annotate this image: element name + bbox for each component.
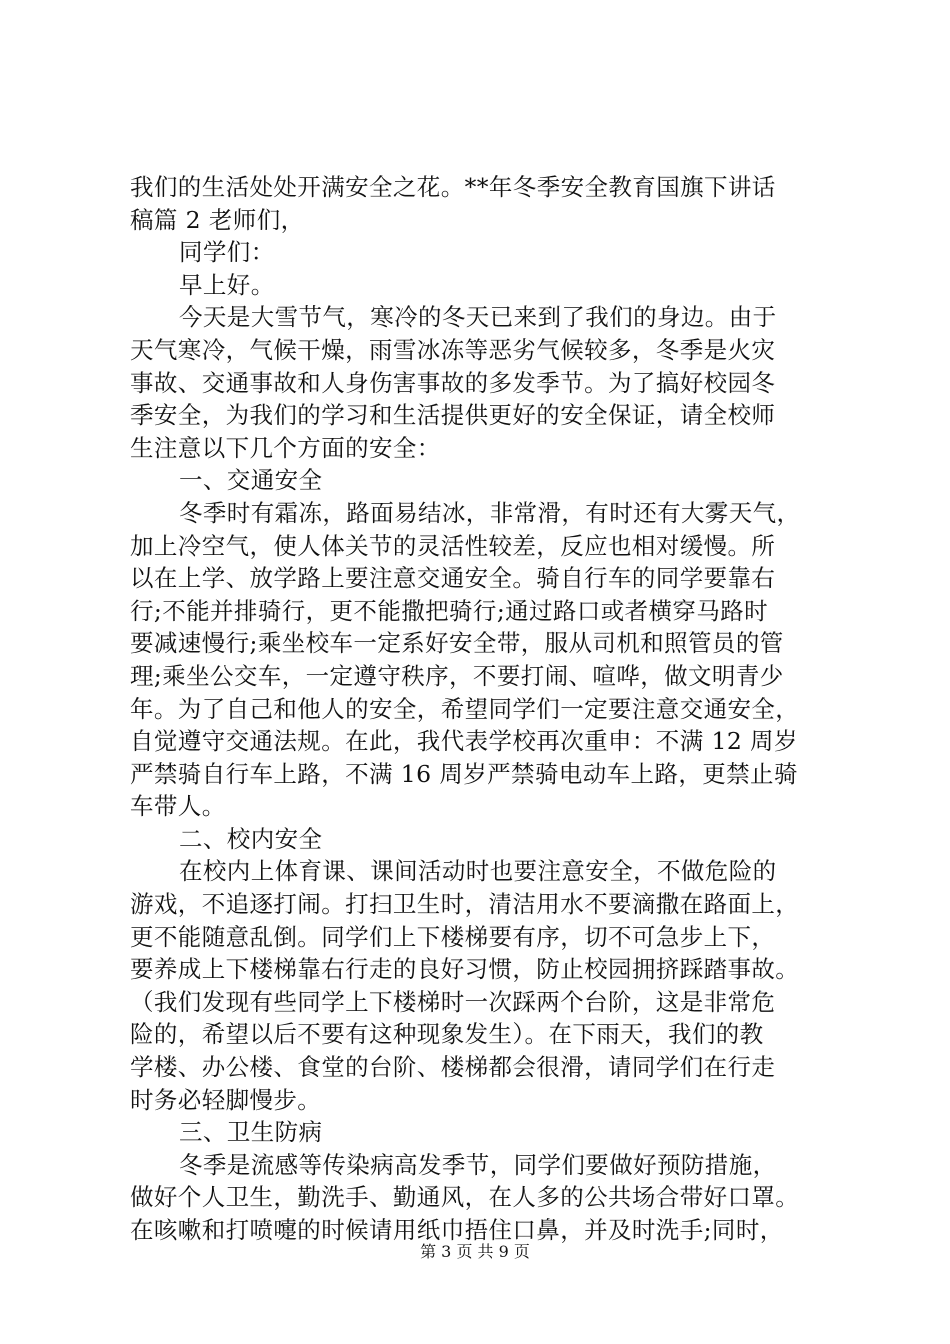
text-line: 严禁骑自行车上路，不满 16 周岁严禁骑电动车上路，更禁止骑 bbox=[130, 759, 798, 788]
text-line: 天气寒冷，气候干燥，雨雪冰冻等恶劣气候较多，冬季是火灾 bbox=[130, 335, 776, 364]
text-line: 理;乘坐公交车，一定遵守秩序，不要打闹、喧哗，做文明青少 bbox=[130, 661, 784, 690]
text-line: 车带人。 bbox=[130, 792, 226, 821]
text-line: 时务必轻脚慢步。 bbox=[130, 1085, 322, 1114]
text-line: 今天是大雪节气，寒冷的冬天已来到了我们的身边。由于 bbox=[179, 303, 777, 332]
text-line: 稿篇 2 老师们， bbox=[130, 205, 305, 234]
text-line: （我们发现有些同学上下楼梯时一次踩两个台阶，这是非常危 bbox=[130, 987, 776, 1016]
section-heading-campus: 二、校内安全 bbox=[179, 824, 323, 853]
text-line: 以在上学、放学路上要注意交通安全。骑自行车的同学要靠右 bbox=[130, 564, 776, 593]
section-heading-health: 三、卫生防病 bbox=[179, 1118, 323, 1147]
text-line: 要减速慢行;乘坐校车一定系好安全带，服从司机和照管员的管 bbox=[130, 629, 784, 658]
text-line: 季安全，为我们的学习和生活提供更好的安全保证，请全校师 bbox=[130, 401, 776, 430]
text-line: 要养成上下楼梯靠右行走的良好习惯，防止校园拥挤踩踏事故。 bbox=[130, 955, 800, 984]
text-line: 冬季时有霜冻，路面易结冰，非常滑，有时还有大雾天气， bbox=[179, 498, 801, 527]
text-line: 年。为了自己和他人的安全，希望同学们一定要注意交通安全， bbox=[130, 694, 800, 723]
text-line: 生注意以下几个方面的安全： bbox=[130, 433, 441, 462]
text-line: 在咳嗽和打喷嚏的时候请用纸巾捂住口鼻，并及时洗手;同时， bbox=[130, 1216, 784, 1244]
section-heading-traffic: 一、交通安全 bbox=[179, 466, 323, 495]
text-line: 更不能随意乱倒。同学们上下楼梯要有序，切不可急步上下， bbox=[130, 922, 776, 951]
page-number-footer: 第 3 页 共 9 页 bbox=[420, 1242, 530, 1261]
text-line: 自觉遵守交通法规。在此，我代表学校再次重申：不满 12 周岁 bbox=[130, 727, 798, 756]
text-line: 冬季是流感等传染病高发季节，同学们要做好预防措施， bbox=[179, 1150, 777, 1179]
text-line: 事故、交通事故和人身伤害事故的多发季节。为了搞好校园冬 bbox=[130, 368, 776, 397]
text-line: 学楼、办公楼、食堂的台阶、楼梯都会很滑，请同学们在行走 bbox=[130, 1053, 776, 1082]
text-line: 早上好。 bbox=[179, 270, 275, 299]
text-line: 游戏，不追逐打闹。打扫卫生时，清洁用水不要滴撒在路面上， bbox=[130, 890, 800, 919]
text-line: 加上冷空气，使人体关节的灵活性较差，反应也相对缓慢。所 bbox=[130, 531, 776, 560]
text-line: 做好个人卫生，勤洗手、勤通风，在人多的公共场合带好口罩。 bbox=[130, 1183, 800, 1212]
document-body bbox=[130, 171, 830, 1247]
text-line: 同学们： bbox=[179, 238, 275, 267]
text-line: 我们的生活处处开满安全之花。**年冬季安全教育国旗下讲话 bbox=[130, 173, 776, 201]
text-line: 行;不能并排骑行，更不能撒把骑行;通过路口或者横穿马路时 bbox=[130, 596, 769, 625]
text-line: 在校内上体育课、课间活动时也要注意安全，不做危险的 bbox=[179, 857, 777, 886]
text-line: 险的，希望以后不要有这种现象发生）。在下雨天，我们的教 bbox=[130, 1020, 764, 1049]
